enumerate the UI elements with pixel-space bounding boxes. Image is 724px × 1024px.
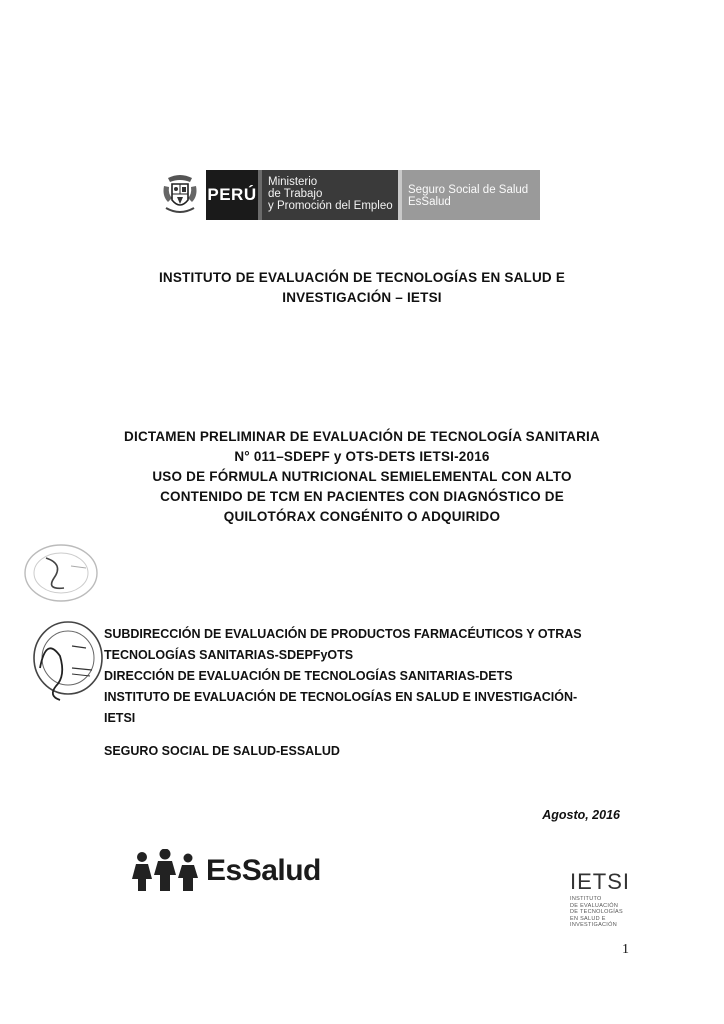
- ietsi-sub-line: INSTITUTO: [570, 896, 602, 902]
- ministry-label: [258, 170, 398, 220]
- agency-line: EsSalud: [408, 196, 451, 208]
- organization-line: DIRECCIÓN DE EVALUACIÓN DE TECNOLOGÍAS SANITARIAS-DETS: [104, 669, 513, 683]
- institute-title: [0, 268, 724, 308]
- government-banner: [160, 170, 540, 220]
- essalud-logo: [132, 848, 321, 894]
- organization-line: INSTITUTO DE EVALUACIÓN DE TECNOLOGÍAS EN SALUD E INVESTIGACIÓN-: [104, 690, 578, 704]
- ietsi-logo-name: IETSI: [570, 869, 631, 894]
- stamp-icon: [16, 538, 106, 608]
- organization-line: SEGURO SOCIAL DE SALUD-ESSALUD: [104, 744, 340, 758]
- coat-of-arms-icon: [160, 172, 200, 218]
- ietsi-logo: [570, 870, 650, 929]
- dictamen-line: N° 011–SDEPF y OTS-DETS IETSI-2016: [234, 449, 490, 464]
- ietsi-sub-line: INVESTIGACIÓN: [570, 922, 617, 928]
- dictamen-line: QUILOTÓRAX CONGÉNITO O ADQUIRIDO: [223, 509, 501, 524]
- dictamen-line: CONTENIDO DE TCM EN PACIENTES CON DIAGNÓSTICO DE: [160, 489, 564, 504]
- signature-stamp-icon: [26, 616, 106, 706]
- ietsi-logo-subtitle: [570, 896, 650, 929]
- ietsi-sub-line: EN SALUD E: [570, 915, 606, 922]
- essalud-logo-text: EsSalud: [206, 854, 321, 887]
- people-figures-icon: [132, 849, 202, 893]
- ministry-line: Ministerio: [268, 176, 318, 188]
- ministry-line: y Promoción del Empleo: [268, 200, 393, 212]
- ministry-line: de Trabajo: [268, 188, 323, 200]
- institute-title-line: INSTITUTO DE EVALUACIÓN DE TECNOLOGÍAS EN SALUD E: [158, 270, 566, 285]
- dictamen-title: [0, 427, 724, 527]
- dictamen-line: DICTAMEN PRELIMINAR DE EVALUACIÓN DE TECNOLOGÍA SANITARIA: [124, 429, 600, 444]
- page-number: 1: [622, 942, 629, 957]
- country-label: PERÚ: [206, 170, 258, 220]
- organization-line: IETSI: [104, 711, 136, 725]
- organization-line: SUBDIRECCIÓN DE EVALUACIÓN DE PRODUCTOS FARMACÉUTICOS Y OTRAS: [104, 627, 582, 641]
- agency-label: [398, 170, 540, 220]
- dictamen-line: USO DE FÓRMULA NUTRICIONAL SEMIELEMENTAL CON ALTO: [152, 469, 572, 484]
- agency-line: Seguro Social de Salud: [408, 184, 529, 196]
- organizations-block: [104, 624, 634, 762]
- organization-line: TECNOLOGÍAS SANITARIAS-SDEPFyOTS: [104, 648, 354, 662]
- institute-title-line: INVESTIGACIÓN – IETSI: [282, 290, 442, 305]
- document-date: Agosto, 2016: [542, 808, 620, 822]
- ietsi-sub-line: DE EVALUACIÓN: [570, 902, 619, 909]
- ietsi-sub-line: DE TECNOLOGÍAS: [570, 909, 623, 915]
